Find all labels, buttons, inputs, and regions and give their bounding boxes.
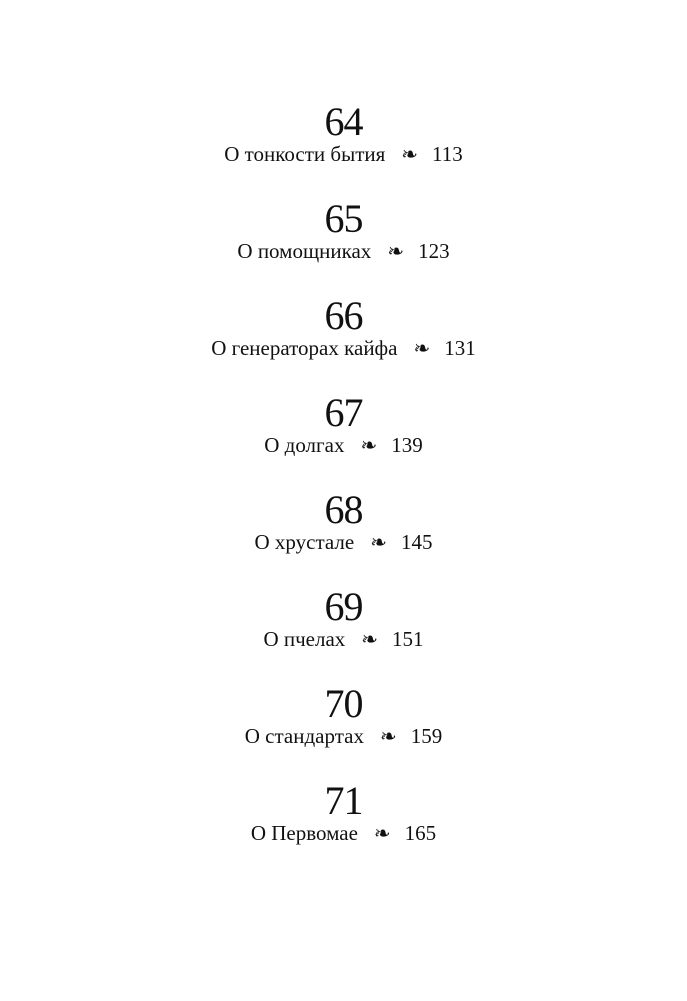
toc-entry (0, 489, 687, 586)
fleuron-icon: ❧ (387, 241, 405, 263)
chapter-line (0, 531, 687, 554)
chapter-title: О стандартах (244, 724, 364, 748)
chapter-page: 159 (410, 724, 443, 748)
chapter-number: 64 (324, 99, 363, 144)
toc-entry (0, 198, 687, 295)
fleuron-icon: ❧ (360, 435, 378, 457)
chapter-title: О пчелах (263, 627, 346, 651)
chapter-title: О тонкости бытия (224, 142, 386, 166)
chapter-number: 71 (324, 778, 363, 823)
chapter-number: 65 (324, 196, 363, 241)
chapter-page: 165 (404, 821, 437, 845)
chapter-title: О генераторах кайфа (211, 336, 398, 360)
toc-entry (0, 101, 687, 198)
chapter-line (0, 822, 687, 845)
chapter-page: 113 (432, 142, 463, 166)
chapter-line (0, 434, 687, 457)
chapter-page: 151 (392, 627, 424, 651)
table-of-contents (0, 101, 687, 877)
chapter-page: 145 (400, 530, 433, 554)
chapter-title: О долгах (264, 433, 345, 457)
chapter-line (0, 628, 687, 651)
fleuron-icon: ❧ (370, 532, 387, 554)
chapter-line (0, 143, 687, 166)
toc-entry (0, 392, 687, 489)
toc-entry (0, 780, 687, 877)
chapter-number: 69 (324, 584, 363, 629)
chapter-page: 139 (391, 433, 423, 457)
chapter-number: 70 (324, 681, 363, 726)
chapter-line (0, 337, 687, 360)
toc-entry (0, 586, 687, 683)
chapter-page: 123 (418, 239, 450, 263)
chapter-number: 68 (324, 487, 363, 532)
chapter-line (0, 240, 687, 263)
fleuron-icon: ❧ (361, 629, 379, 651)
fleuron-icon: ❧ (373, 823, 391, 845)
chapter-line (0, 725, 687, 748)
chapter-page: 131 (444, 336, 476, 360)
fleuron-icon: ❧ (379, 726, 397, 748)
fleuron-icon: ❧ (413, 338, 431, 360)
chapter-title: О Первомае (250, 821, 358, 845)
toc-entry (0, 295, 687, 392)
chapter-title: О помощниках (237, 239, 372, 263)
chapter-title: О хрустале (254, 530, 355, 554)
chapter-number: 66 (324, 293, 363, 338)
chapter-number: 67 (324, 390, 363, 435)
fleuron-icon: ❧ (401, 144, 419, 166)
toc-entry (0, 683, 687, 780)
